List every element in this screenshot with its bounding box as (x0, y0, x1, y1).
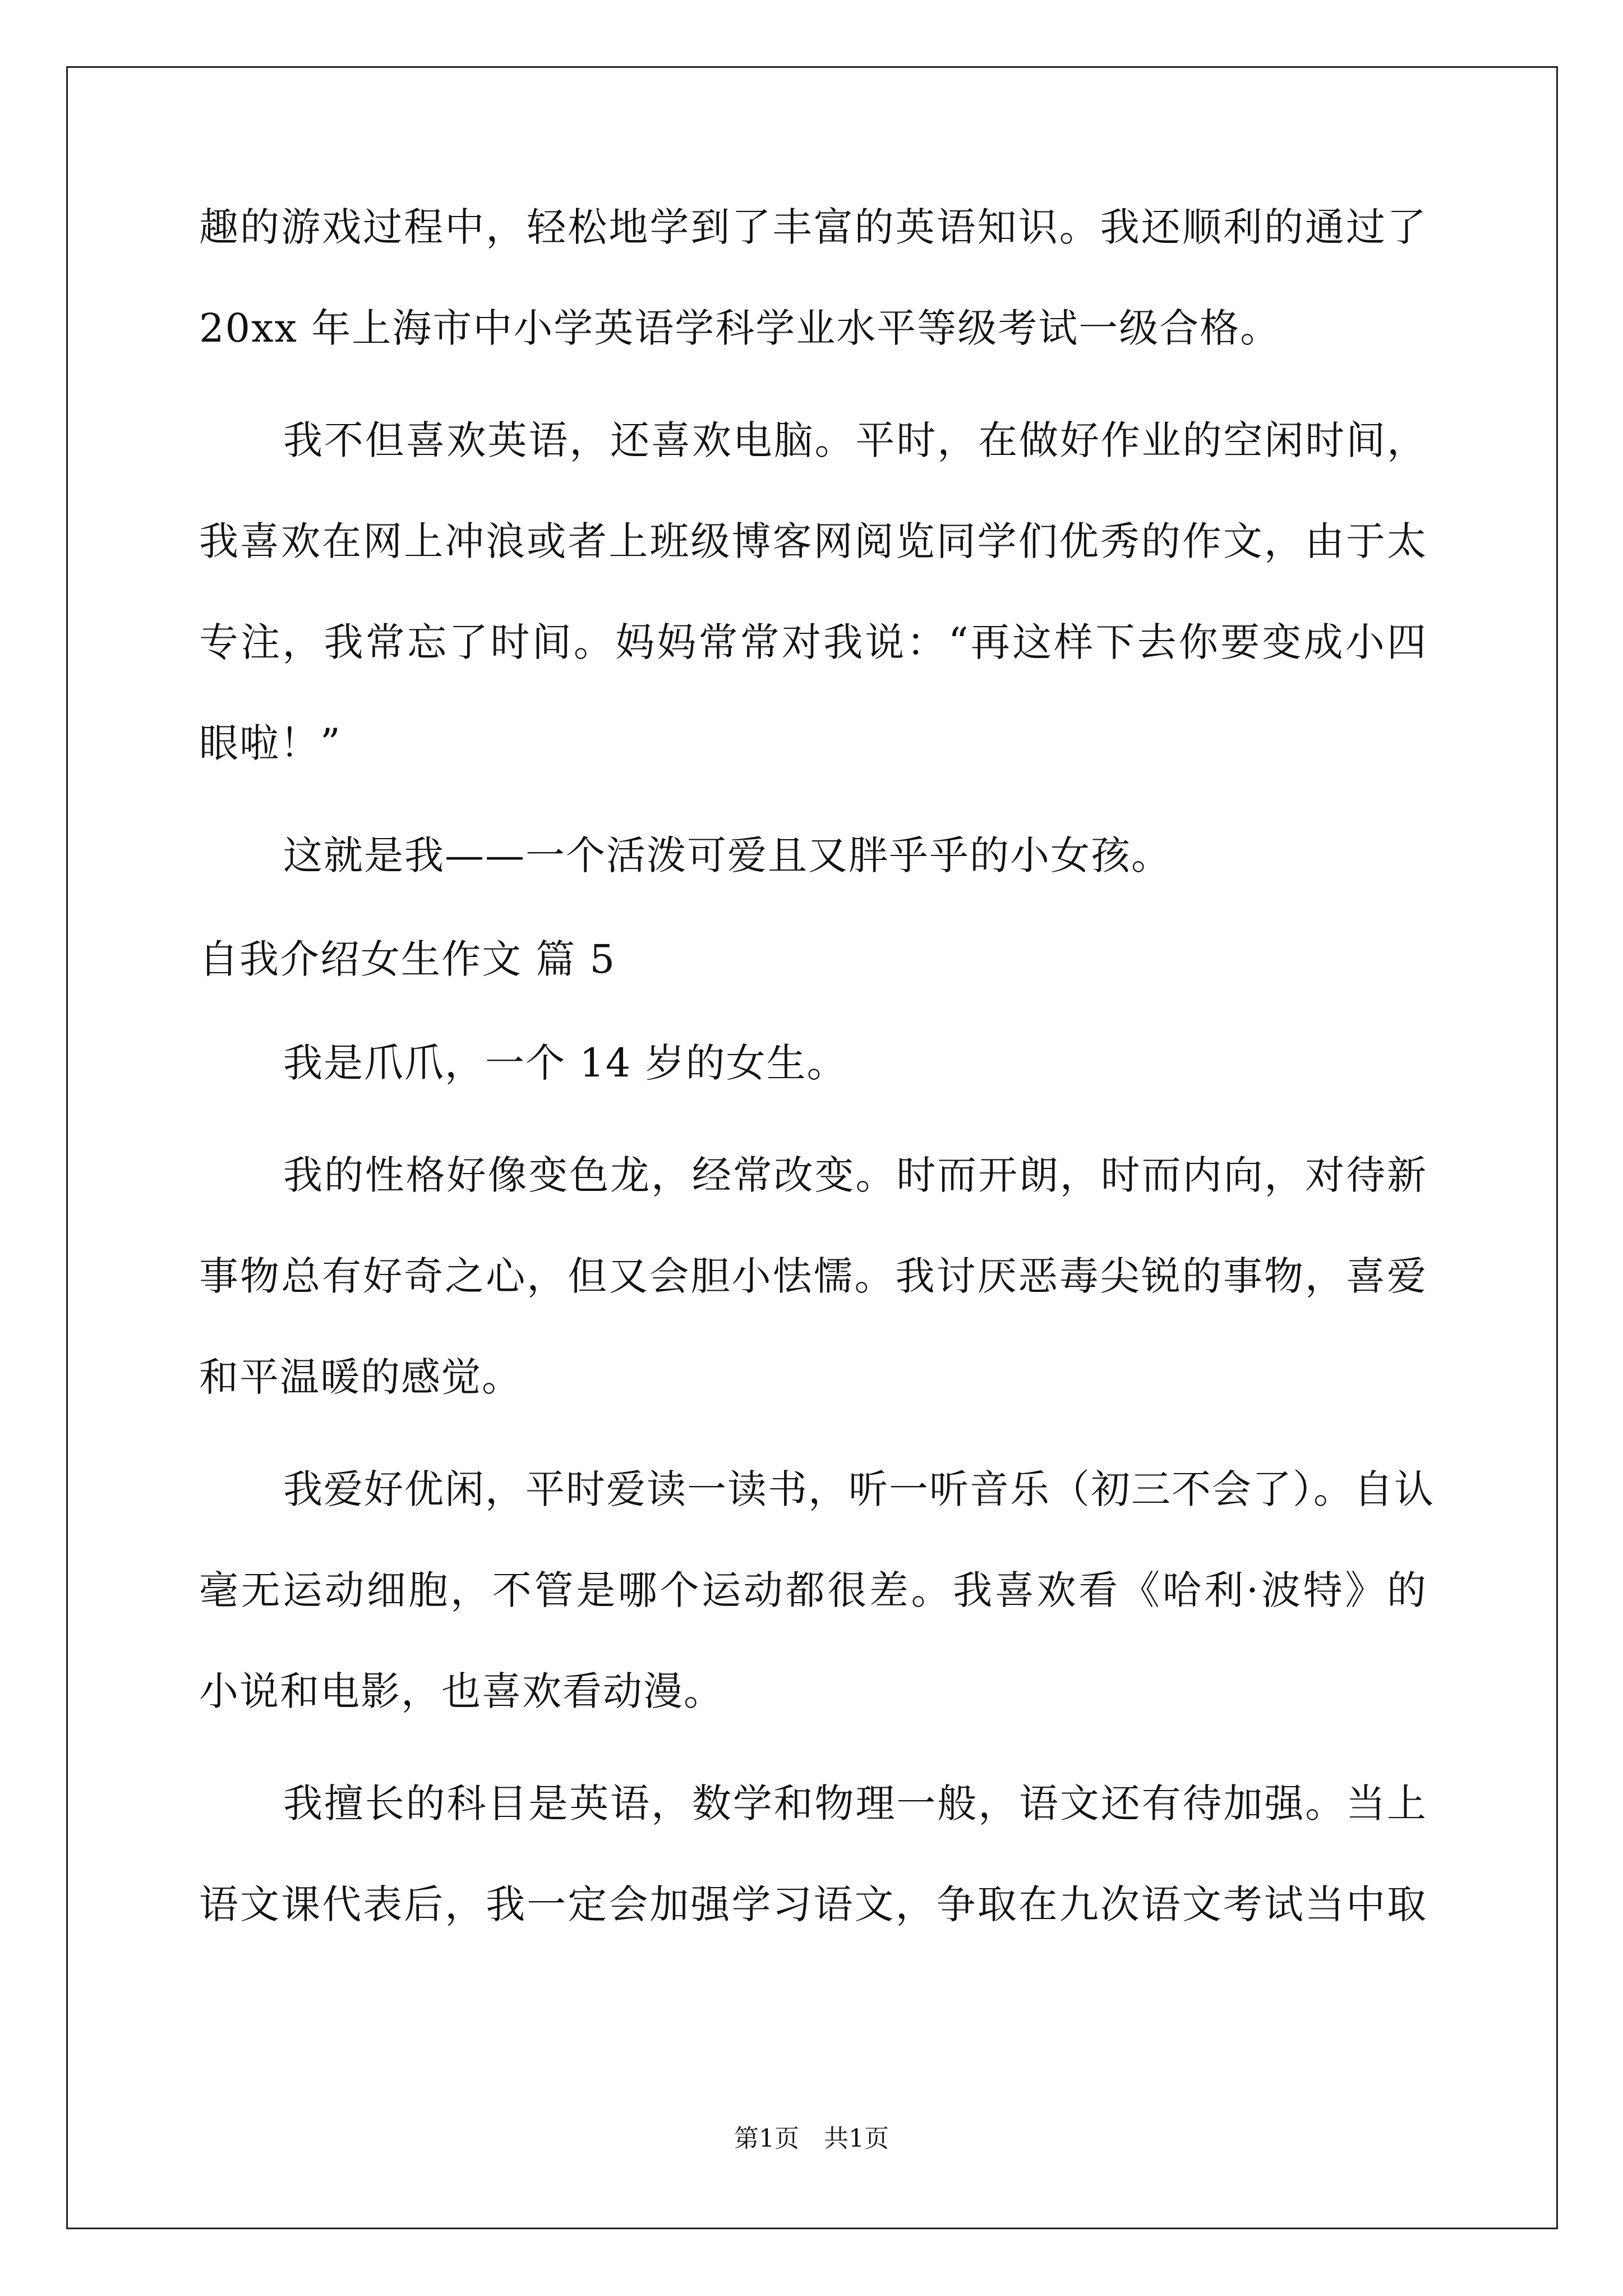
text-line-3: 我不但喜欢英语，还喜欢电脑。平时，在做好作业的空闲时间， (283, 417, 1427, 463)
text-line-10: 我的性格好像变色龙，经常改变。时而开朗，时而内向，对待新 (283, 1152, 1427, 1198)
text-line-14: 毫无运动细胞，不管是哪个运动都很差。我喜欢看《哈利·波特》的 (199, 1567, 1427, 1613)
text-line-4: 我喜欢在网上冲浪或者上班级博客网阅览同学们优秀的作文，由于太 (199, 518, 1427, 564)
text-line-13: 我爱好优闲，平时爱读一读书，听一听音乐（初三不会了）。自认 (283, 1466, 1435, 1512)
text-line-17: 语文课代表后，我一定会加强学习语文，争取在九次语文考试当中取 (199, 1881, 1427, 1927)
text-line-11: 事物总有好奇之心，但又会胆小怯懦。我讨厌恶毒尖锐的事物，喜爱 (199, 1253, 1427, 1299)
text-line-1: 趣的游戏过程中，轻松地学到了丰富的英语知识。我还顺利的通过了 (199, 204, 1427, 250)
text-line-12: 和平温暖的感觉。 (199, 1354, 522, 1400)
text-line-16: 我擅长的科目是英语，数学和物理一般，语文还有待加强。当上 (283, 1780, 1427, 1826)
text-line-7: 这就是我——一个活泼可爱且又胖乎乎的小女孩。 (283, 832, 1172, 878)
text-line-5: 专注，我常忘了时间。妈妈常常对我说：“再这样下去你要变成小四 (199, 619, 1427, 665)
text-line-15: 小说和电影，也喜欢看动漫。 (199, 1668, 724, 1714)
page-number-footer: 第1页 共1页 (734, 2124, 889, 2153)
section-heading: 自我介绍女生作文 篇 5 (199, 936, 616, 982)
text-line-6: 眼啦！” (199, 720, 342, 766)
text-line-9: 我是爪爪，一个 14 岁的女生。 (283, 1040, 847, 1086)
text-line-2: 20xx 年上海市中小学英语学科学业水平等级考试一级合格。 (199, 305, 1281, 351)
